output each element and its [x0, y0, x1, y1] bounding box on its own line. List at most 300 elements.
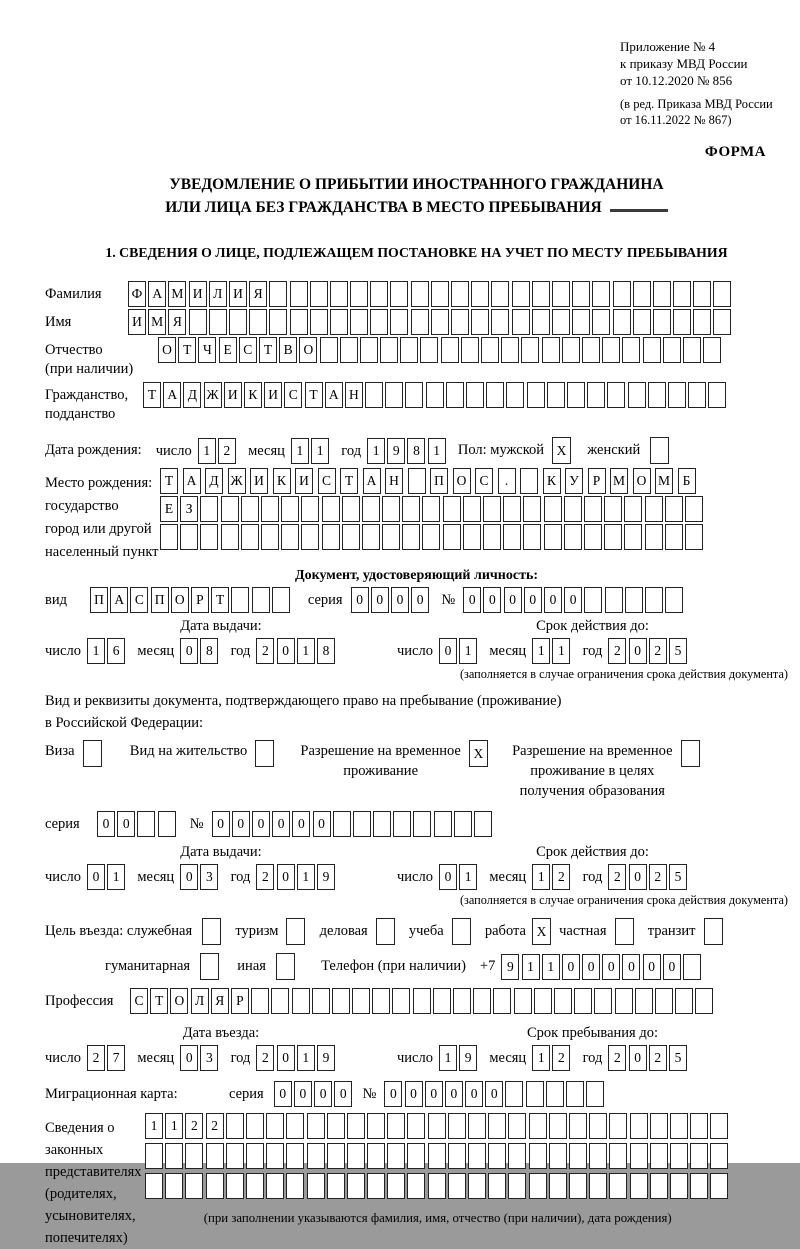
- char-box[interactable]: [310, 281, 328, 307]
- char-box[interactable]: [286, 1173, 304, 1199]
- char-box[interactable]: [473, 988, 491, 1014]
- char-box[interactable]: [663, 337, 681, 363]
- char-box[interactable]: С: [475, 468, 493, 494]
- char-box[interactable]: [569, 1113, 587, 1139]
- char-box[interactable]: С: [284, 382, 302, 408]
- char-box[interactable]: [350, 281, 368, 307]
- tourism-checkbox[interactable]: [286, 918, 305, 945]
- char-box[interactable]: [703, 337, 721, 363]
- char-box[interactable]: [526, 1081, 544, 1107]
- char-box[interactable]: [584, 524, 602, 550]
- char-box[interactable]: [402, 524, 420, 550]
- char-box[interactable]: [688, 382, 706, 408]
- work-checkbox[interactable]: X: [532, 918, 551, 945]
- char-box[interactable]: [307, 1173, 325, 1199]
- char-box[interactable]: И: [250, 468, 268, 494]
- char-box[interactable]: 0: [439, 864, 457, 890]
- char-box[interactable]: [246, 1143, 264, 1169]
- char-box[interactable]: [564, 496, 582, 522]
- char-box[interactable]: Ж: [228, 468, 246, 494]
- char-box[interactable]: [352, 988, 370, 1014]
- char-box[interactable]: [431, 309, 449, 335]
- char-box[interactable]: [523, 524, 541, 550]
- char-box[interactable]: [592, 281, 610, 307]
- char-box[interactable]: Т: [150, 988, 168, 1014]
- char-box[interactable]: [385, 382, 403, 408]
- char-box[interactable]: Т: [259, 337, 277, 363]
- char-box[interactable]: 0: [629, 1045, 647, 1071]
- char-box[interactable]: [468, 1113, 486, 1139]
- char-box[interactable]: [372, 988, 390, 1014]
- char-box[interactable]: [448, 1113, 466, 1139]
- char-box[interactable]: [587, 382, 605, 408]
- char-box[interactable]: 0: [351, 587, 369, 613]
- char-box[interactable]: [362, 524, 380, 550]
- char-box[interactable]: 1: [297, 638, 315, 664]
- char-box[interactable]: [347, 1113, 365, 1139]
- char-box[interactable]: П: [151, 587, 169, 613]
- char-box[interactable]: 7: [107, 1045, 125, 1071]
- char-box[interactable]: [648, 382, 666, 408]
- char-box[interactable]: 2: [608, 638, 626, 664]
- char-box[interactable]: [330, 309, 348, 335]
- char-box[interactable]: [690, 1173, 708, 1199]
- char-box[interactable]: [673, 281, 691, 307]
- char-box[interactable]: [327, 1143, 345, 1169]
- char-box[interactable]: [428, 1143, 446, 1169]
- char-box[interactable]: [332, 988, 350, 1014]
- char-box[interactable]: [670, 1173, 688, 1199]
- char-box[interactable]: [589, 1143, 607, 1169]
- char-box[interactable]: [665, 524, 683, 550]
- char-box[interactable]: [286, 1143, 304, 1169]
- char-box[interactable]: [501, 337, 519, 363]
- char-box[interactable]: [466, 382, 484, 408]
- char-box[interactable]: 1: [459, 864, 477, 890]
- char-box[interactable]: [221, 496, 239, 522]
- char-box[interactable]: Р: [231, 988, 249, 1014]
- char-box[interactable]: [607, 382, 625, 408]
- char-box[interactable]: З: [180, 496, 198, 522]
- char-box[interactable]: 0: [663, 954, 681, 980]
- char-box[interactable]: 0: [622, 954, 640, 980]
- char-box[interactable]: 0: [439, 638, 457, 664]
- char-box[interactable]: [221, 524, 239, 550]
- char-box[interactable]: 2: [206, 1113, 224, 1139]
- char-box[interactable]: М: [168, 281, 186, 307]
- char-box[interactable]: 1: [87, 638, 105, 664]
- char-box[interactable]: 2: [552, 1045, 570, 1071]
- char-box[interactable]: 0: [564, 587, 582, 613]
- char-box[interactable]: [380, 337, 398, 363]
- char-box[interactable]: 0: [629, 864, 647, 890]
- char-box[interactable]: [693, 281, 711, 307]
- char-box[interactable]: 0: [463, 587, 481, 613]
- char-box[interactable]: 2: [649, 1045, 667, 1071]
- char-box[interactable]: [434, 811, 452, 837]
- char-box[interactable]: [463, 524, 481, 550]
- char-box[interactable]: [342, 524, 360, 550]
- char-box[interactable]: 1: [532, 864, 550, 890]
- char-box[interactable]: [393, 811, 411, 837]
- char-box[interactable]: [512, 309, 530, 335]
- char-box[interactable]: [566, 1081, 584, 1107]
- char-box[interactable]: [645, 496, 663, 522]
- char-box[interactable]: [307, 1113, 325, 1139]
- char-box[interactable]: [665, 496, 683, 522]
- char-box[interactable]: 9: [317, 1045, 335, 1071]
- char-box[interactable]: [592, 309, 610, 335]
- char-box[interactable]: 2: [608, 1045, 626, 1071]
- char-box[interactable]: [382, 496, 400, 522]
- business-checkbox[interactable]: [376, 918, 395, 945]
- char-box[interactable]: [645, 524, 663, 550]
- char-box[interactable]: [333, 811, 351, 837]
- char-box[interactable]: А: [148, 281, 166, 307]
- char-box[interactable]: [241, 524, 259, 550]
- char-box[interactable]: [269, 281, 287, 307]
- transit-checkbox[interactable]: [704, 918, 723, 945]
- char-box[interactable]: [503, 496, 521, 522]
- char-box[interactable]: 0: [405, 1081, 423, 1107]
- char-box[interactable]: [185, 1143, 203, 1169]
- char-box[interactable]: [549, 1173, 567, 1199]
- char-box[interactable]: К: [273, 468, 291, 494]
- char-box[interactable]: [373, 811, 391, 837]
- char-box[interactable]: [508, 1173, 526, 1199]
- char-box[interactable]: .: [498, 468, 516, 494]
- char-box[interactable]: [569, 1173, 587, 1199]
- char-box[interactable]: [630, 1173, 648, 1199]
- char-box[interactable]: 9: [317, 864, 335, 890]
- char-box[interactable]: 1: [297, 1045, 315, 1071]
- char-box[interactable]: [670, 1113, 688, 1139]
- char-box[interactable]: Ж: [204, 382, 222, 408]
- char-box[interactable]: [347, 1173, 365, 1199]
- char-box[interactable]: [360, 337, 378, 363]
- char-box[interactable]: [471, 281, 489, 307]
- char-box[interactable]: О: [158, 337, 176, 363]
- char-box[interactable]: [322, 524, 340, 550]
- char-box[interactable]: [488, 1113, 506, 1139]
- char-box[interactable]: [271, 988, 289, 1014]
- char-box[interactable]: [685, 524, 703, 550]
- char-box[interactable]: А: [163, 382, 181, 408]
- char-box[interactable]: [428, 1113, 446, 1139]
- char-box[interactable]: 0: [465, 1081, 483, 1107]
- char-box[interactable]: [622, 337, 640, 363]
- char-box[interactable]: О: [633, 468, 651, 494]
- char-box[interactable]: 0: [524, 587, 542, 613]
- char-box[interactable]: 1: [439, 1045, 457, 1071]
- char-box[interactable]: [505, 1081, 523, 1107]
- char-box[interactable]: [655, 988, 673, 1014]
- char-box[interactable]: [426, 382, 444, 408]
- char-box[interactable]: 0: [504, 587, 522, 613]
- char-box[interactable]: [189, 309, 207, 335]
- char-box[interactable]: [180, 524, 198, 550]
- char-box[interactable]: 5: [669, 1045, 687, 1071]
- char-box[interactable]: 0: [334, 1081, 352, 1107]
- char-box[interactable]: [514, 988, 532, 1014]
- char-box[interactable]: [451, 309, 469, 335]
- char-box[interactable]: 1: [459, 638, 477, 664]
- char-box[interactable]: [249, 309, 267, 335]
- char-box[interactable]: [347, 1143, 365, 1169]
- char-box[interactable]: 8: [317, 638, 335, 664]
- char-box[interactable]: [544, 524, 562, 550]
- char-box[interactable]: О: [170, 988, 188, 1014]
- char-box[interactable]: И: [295, 468, 313, 494]
- char-box[interactable]: [453, 988, 471, 1014]
- char-box[interactable]: 1: [542, 954, 560, 980]
- char-box[interactable]: 8: [200, 638, 218, 664]
- char-box[interactable]: [312, 988, 330, 1014]
- char-box[interactable]: [451, 281, 469, 307]
- char-box[interactable]: 0: [445, 1081, 463, 1107]
- char-box[interactable]: 0: [483, 587, 501, 613]
- char-box[interactable]: 0: [212, 811, 230, 837]
- char-box[interactable]: [653, 309, 671, 335]
- humanitarian-checkbox[interactable]: [200, 953, 219, 980]
- char-box[interactable]: [448, 1143, 466, 1169]
- char-box[interactable]: [145, 1173, 163, 1199]
- char-box[interactable]: [362, 496, 380, 522]
- char-box[interactable]: [468, 1173, 486, 1199]
- char-box[interactable]: [443, 524, 461, 550]
- char-box[interactable]: [266, 1173, 284, 1199]
- char-box[interactable]: [713, 309, 731, 335]
- char-box[interactable]: 9: [459, 1045, 477, 1071]
- char-box[interactable]: 0: [252, 811, 270, 837]
- char-box[interactable]: [532, 281, 550, 307]
- char-box[interactable]: [422, 524, 440, 550]
- residence-permit-checkbox[interactable]: [255, 740, 274, 767]
- char-box[interactable]: [342, 496, 360, 522]
- char-box[interactable]: 0: [391, 587, 409, 613]
- char-box[interactable]: [327, 1113, 345, 1139]
- char-box[interactable]: И: [189, 281, 207, 307]
- char-box[interactable]: [589, 1173, 607, 1199]
- study-checkbox[interactable]: [452, 918, 471, 945]
- char-box[interactable]: 0: [87, 864, 105, 890]
- char-box[interactable]: [246, 1113, 264, 1139]
- char-box[interactable]: Д: [183, 382, 201, 408]
- char-box[interactable]: [675, 988, 693, 1014]
- char-box[interactable]: 0: [294, 1081, 312, 1107]
- char-box[interactable]: [552, 309, 570, 335]
- char-box[interactable]: [493, 988, 511, 1014]
- char-box[interactable]: [185, 1173, 203, 1199]
- char-box[interactable]: [650, 1113, 668, 1139]
- char-box[interactable]: [471, 309, 489, 335]
- char-box[interactable]: [411, 309, 429, 335]
- char-box[interactable]: [605, 587, 623, 613]
- char-box[interactable]: Т: [143, 382, 161, 408]
- char-box[interactable]: [625, 587, 643, 613]
- char-box[interactable]: [690, 1143, 708, 1169]
- char-box[interactable]: В: [279, 337, 297, 363]
- char-box[interactable]: 0: [180, 638, 198, 664]
- char-box[interactable]: [387, 1113, 405, 1139]
- char-box[interactable]: [567, 382, 585, 408]
- char-box[interactable]: [209, 309, 227, 335]
- char-box[interactable]: [547, 382, 565, 408]
- char-box[interactable]: [468, 1143, 486, 1169]
- char-box[interactable]: [532, 309, 550, 335]
- char-box[interactable]: [604, 496, 622, 522]
- char-box[interactable]: [290, 309, 308, 335]
- char-box[interactable]: [330, 281, 348, 307]
- char-box[interactable]: [327, 1173, 345, 1199]
- char-box[interactable]: [261, 496, 279, 522]
- char-box[interactable]: [503, 524, 521, 550]
- char-box[interactable]: [613, 309, 631, 335]
- char-box[interactable]: 2: [256, 638, 274, 664]
- char-box[interactable]: 2: [649, 638, 667, 664]
- char-box[interactable]: [290, 281, 308, 307]
- char-box[interactable]: 5: [669, 638, 687, 664]
- char-box[interactable]: 2: [552, 864, 570, 890]
- char-box[interactable]: К: [244, 382, 262, 408]
- char-box[interactable]: [685, 496, 703, 522]
- char-box[interactable]: [266, 1113, 284, 1139]
- char-box[interactable]: [310, 309, 328, 335]
- char-box[interactable]: 2: [649, 864, 667, 890]
- char-box[interactable]: 2: [256, 1045, 274, 1071]
- char-box[interactable]: [633, 281, 651, 307]
- char-box[interactable]: [320, 337, 338, 363]
- char-box[interactable]: [523, 496, 541, 522]
- char-box[interactable]: М: [655, 468, 673, 494]
- char-box[interactable]: [630, 1143, 648, 1169]
- char-box[interactable]: [572, 281, 590, 307]
- char-box[interactable]: 0: [314, 1081, 332, 1107]
- char-box[interactable]: [512, 281, 530, 307]
- char-box[interactable]: 5: [669, 864, 687, 890]
- char-box[interactable]: А: [110, 587, 128, 613]
- char-box[interactable]: 0: [274, 1081, 292, 1107]
- char-box[interactable]: [206, 1173, 224, 1199]
- char-box[interactable]: [365, 382, 383, 408]
- char-box[interactable]: [431, 281, 449, 307]
- char-box[interactable]: [307, 1143, 325, 1169]
- char-box[interactable]: 9: [387, 438, 405, 464]
- char-box[interactable]: [554, 988, 572, 1014]
- char-box[interactable]: Р: [191, 587, 209, 613]
- char-box[interactable]: [390, 281, 408, 307]
- char-box[interactable]: [420, 337, 438, 363]
- char-box[interactable]: [690, 1113, 708, 1139]
- char-box[interactable]: 1: [428, 438, 446, 464]
- char-box[interactable]: [491, 309, 509, 335]
- char-box[interactable]: [405, 382, 423, 408]
- char-box[interactable]: К: [543, 468, 561, 494]
- char-box[interactable]: [630, 1113, 648, 1139]
- char-box[interactable]: [544, 496, 562, 522]
- char-box[interactable]: [463, 496, 481, 522]
- char-box[interactable]: [552, 281, 570, 307]
- char-box[interactable]: [340, 337, 358, 363]
- char-box[interactable]: 1: [107, 864, 125, 890]
- char-box[interactable]: Я: [211, 988, 229, 1014]
- char-box[interactable]: [367, 1173, 385, 1199]
- char-box[interactable]: 0: [232, 811, 250, 837]
- char-box[interactable]: [231, 587, 249, 613]
- char-box[interactable]: [443, 496, 461, 522]
- char-box[interactable]: А: [183, 468, 201, 494]
- char-box[interactable]: [350, 309, 368, 335]
- char-box[interactable]: [422, 496, 440, 522]
- char-box[interactable]: [650, 1143, 668, 1169]
- char-box[interactable]: [251, 988, 269, 1014]
- char-box[interactable]: [483, 524, 501, 550]
- char-box[interactable]: Р: [588, 468, 606, 494]
- char-box[interactable]: 0: [544, 587, 562, 613]
- char-box[interactable]: [367, 1113, 385, 1139]
- char-box[interactable]: [145, 1143, 163, 1169]
- char-box[interactable]: [542, 337, 560, 363]
- char-box[interactable]: [322, 496, 340, 522]
- char-box[interactable]: 0: [277, 638, 295, 664]
- char-box[interactable]: [643, 337, 661, 363]
- char-box[interactable]: Т: [305, 382, 323, 408]
- char-box[interactable]: [508, 1143, 526, 1169]
- char-box[interactable]: 1: [311, 438, 329, 464]
- char-box[interactable]: [261, 524, 279, 550]
- char-box[interactable]: [609, 1113, 627, 1139]
- char-box[interactable]: [165, 1173, 183, 1199]
- char-box[interactable]: [474, 811, 492, 837]
- char-box[interactable]: [292, 988, 310, 1014]
- char-box[interactable]: [710, 1173, 728, 1199]
- char-box[interactable]: Л: [209, 281, 227, 307]
- char-box[interactable]: С: [130, 988, 148, 1014]
- char-box[interactable]: [506, 382, 524, 408]
- char-box[interactable]: [226, 1173, 244, 1199]
- char-box[interactable]: [529, 1173, 547, 1199]
- char-box[interactable]: О: [171, 587, 189, 613]
- char-box[interactable]: [635, 988, 653, 1014]
- char-box[interactable]: [488, 1173, 506, 1199]
- char-box[interactable]: 0: [485, 1081, 503, 1107]
- char-box[interactable]: У: [565, 468, 583, 494]
- char-box[interactable]: [428, 1173, 446, 1199]
- visa-checkbox[interactable]: [83, 740, 102, 767]
- char-box[interactable]: 0: [180, 864, 198, 890]
- char-box[interactable]: [408, 468, 426, 494]
- char-box[interactable]: 0: [117, 811, 135, 837]
- char-box[interactable]: Л: [191, 988, 209, 1014]
- char-box[interactable]: [137, 811, 155, 837]
- char-box[interactable]: [604, 524, 622, 550]
- temp-residence-edu-checkbox[interactable]: [681, 740, 700, 767]
- char-box[interactable]: 1: [532, 1045, 550, 1071]
- char-box[interactable]: [574, 988, 592, 1014]
- char-box[interactable]: 1: [297, 864, 315, 890]
- char-box[interactable]: 0: [602, 954, 620, 980]
- char-box[interactable]: [527, 382, 545, 408]
- official-checkbox[interactable]: [202, 918, 221, 945]
- char-box[interactable]: 1: [552, 638, 570, 664]
- char-box[interactable]: [165, 1143, 183, 1169]
- char-box[interactable]: [693, 309, 711, 335]
- char-box[interactable]: [269, 309, 287, 335]
- char-box[interactable]: 2: [87, 1045, 105, 1071]
- char-box[interactable]: [387, 1173, 405, 1199]
- char-box[interactable]: [407, 1173, 425, 1199]
- char-box[interactable]: Т: [340, 468, 358, 494]
